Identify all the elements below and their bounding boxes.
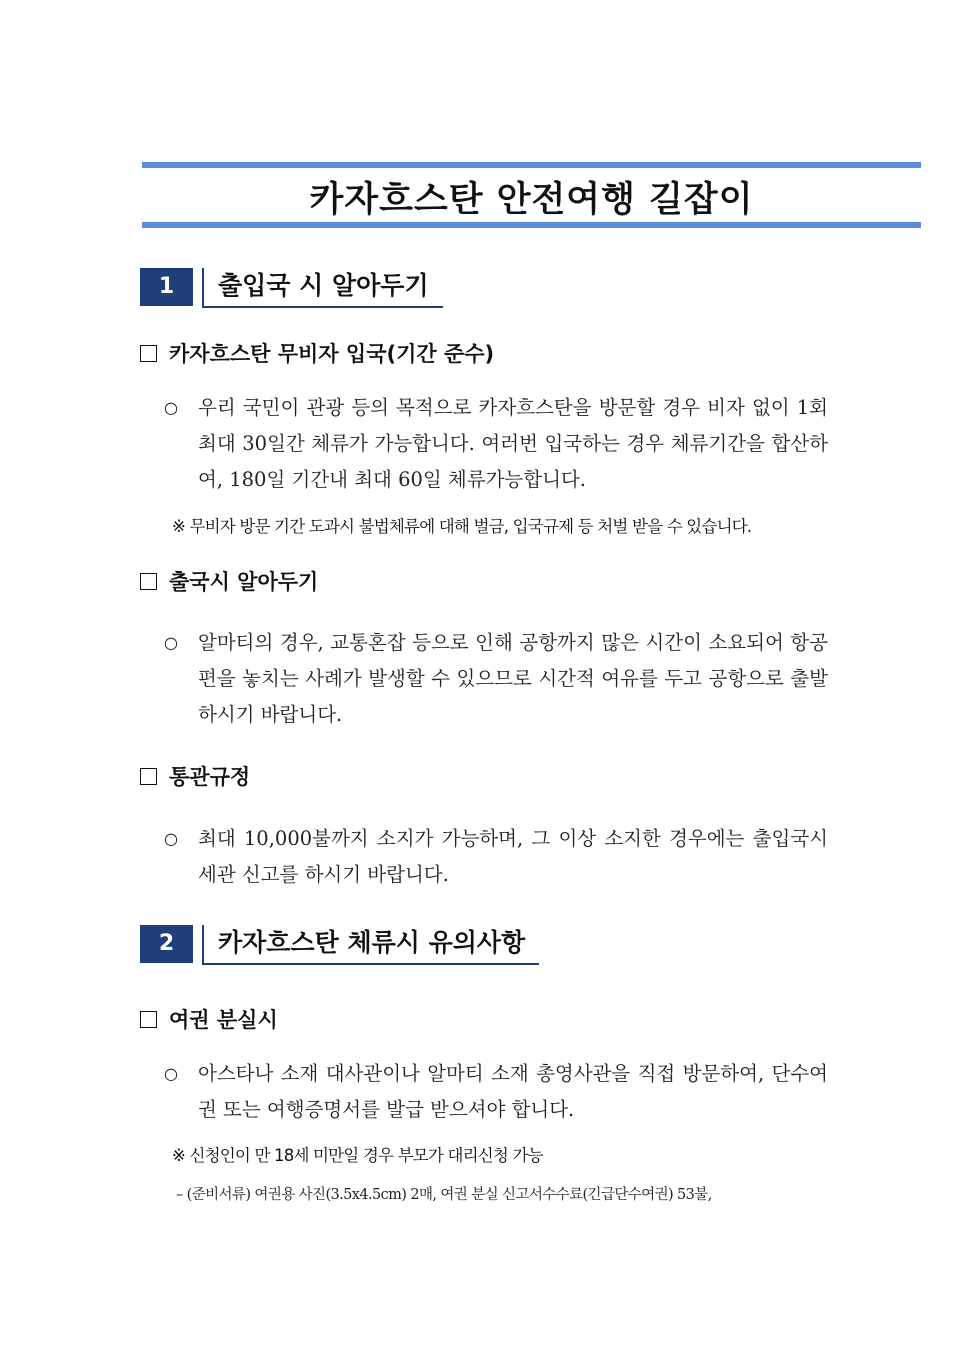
subsection-passport-heading bbox=[140, 1004, 278, 1034]
section-2-number: 2 bbox=[140, 925, 193, 963]
section-2-title: 카자흐스탄 체류시 유의사항 bbox=[202, 925, 539, 965]
departure-bullet bbox=[164, 625, 828, 733]
customs-bullet-text: 최대 10,000불까지 소지가 가능하며, 그 이상 소지한 경우에는 출입국시 세관 신고를 하시기 바랍니다. bbox=[198, 827, 828, 886]
bullet-circle-icon: ○ bbox=[164, 1064, 178, 1083]
subsection-customs-title: 통관규정 bbox=[169, 765, 251, 789]
visa-bullet bbox=[164, 390, 828, 498]
title-bottom-rule bbox=[142, 222, 921, 228]
visa-bullet-text: 우리 국민이 관광 등의 목적으로 카자흐스탄을 방문할 경우 비자 없이 1회 최대 30일간 체류가 가능합니다. 여러번 입국하는 경우 체류기간을 합산하여, 180일 기간내 최대 60일 체류가능합니다. bbox=[198, 396, 828, 491]
subsection-visa-title: 카자흐스탄 무비자 입국(기간 준수) bbox=[169, 342, 495, 366]
passport-bullet-text: 아스타나 소재 대사관이나 알마티 소재 총영사관을 직접 방문하여, 단수여권 또는 여행증명서를 발급 받으셔야 합니다. bbox=[198, 1062, 828, 1121]
passport-note: ※ 신청인이 만 18세 미만일 경우 부모가 대리신청 가능 bbox=[172, 1146, 543, 1165]
title-top-rule bbox=[142, 162, 921, 168]
subsection-visa-heading bbox=[140, 338, 494, 368]
subsection-customs-heading bbox=[140, 761, 250, 791]
visa-note: ※ 무비자 방문 기간 도과시 불법체류에 대해 벌금, 입국규제 등 처벌 받을 수 있습니다. bbox=[172, 517, 752, 536]
customs-bullet bbox=[164, 821, 828, 893]
checkbox-square-icon bbox=[140, 1011, 157, 1028]
subsection-departure-heading bbox=[140, 566, 318, 596]
subsection-passport-title: 여권 분실시 bbox=[169, 1008, 278, 1032]
departure-bullet-text: 알마티의 경우, 교통혼잡 등으로 인해 공항까지 많은 시간이 소요되어 항공편을 놓치는 사례가 발생할 수 있으므로 시간적 여유를 두고 공항으로 출발하시기 바랍니다. bbox=[198, 631, 828, 726]
passport-bullet bbox=[164, 1056, 828, 1128]
checkbox-square-icon bbox=[140, 573, 157, 590]
checkbox-square-icon bbox=[140, 768, 157, 785]
bullet-circle-icon: ○ bbox=[164, 398, 178, 417]
section-1-title: 출입국 시 알아두기 bbox=[202, 268, 443, 308]
checkbox-square-icon bbox=[140, 345, 157, 362]
bullet-circle-icon: ○ bbox=[164, 633, 178, 652]
subsection-departure-title: 출국시 알아두기 bbox=[169, 570, 319, 594]
section-1-number: 1 bbox=[140, 268, 193, 306]
document-title: 카자흐스탄 안전여행 길잡이 bbox=[309, 180, 754, 220]
bullet-circle-icon: ○ bbox=[164, 829, 178, 848]
passport-documents-note: – (준비서류) 여권용 사진(3.5x4.5cm) 2매, 여권 분실 신고서수수료(긴급단수여권) 53불, bbox=[176, 1187, 712, 1203]
